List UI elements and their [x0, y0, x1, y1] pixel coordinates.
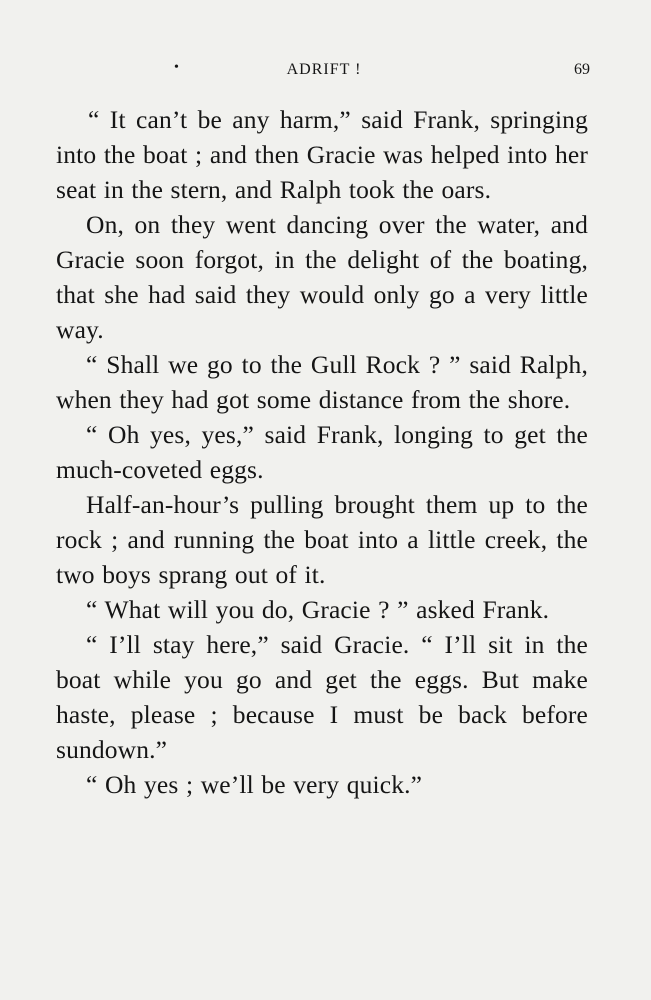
paragraph-3: “ Shall we go to the Gull Rock ? ” said Ralph, when they had got some distance from the shore. [56, 350, 588, 414]
page-number: 69 [574, 61, 590, 78]
body-text [56, 102, 588, 802]
paragraph-6: “ What will you do, Gracie ? ” asked Frank. [86, 595, 550, 624]
paragraph-7: “ I’ll stay here,” said Gracie. “ I’ll sit in the boat while you go and get the eggs. But make haste, please ; because I must be back before sundown.” [56, 630, 588, 764]
running-title: ADRIFT ! [286, 61, 362, 78]
paragraph-4: “ Oh yes, yes,” said Frank, longing to get the much-coveted eggs. [56, 420, 588, 484]
paragraph-1: “ It can’t be any harm,” said Frank, springing into the boat ; and then Gracie was helped into her seat in the stern, and Ralph took the oars. [56, 105, 588, 204]
header-bullet: • [174, 60, 179, 75]
page-header [58, 58, 590, 86]
paragraph-2: On, on they went dancing over the water, and Gracie soon forgot, in the delight of the boating, that she had said they would only go a very little way. [56, 210, 588, 344]
paragraph-5: Half-an-hour’s pulling brought them up to the rock ; and running the boat into a little creek, the two boys sprang out of it. [56, 490, 588, 589]
paragraph-8: “ Oh yes ; we’ll be very quick.” [86, 770, 423, 799]
